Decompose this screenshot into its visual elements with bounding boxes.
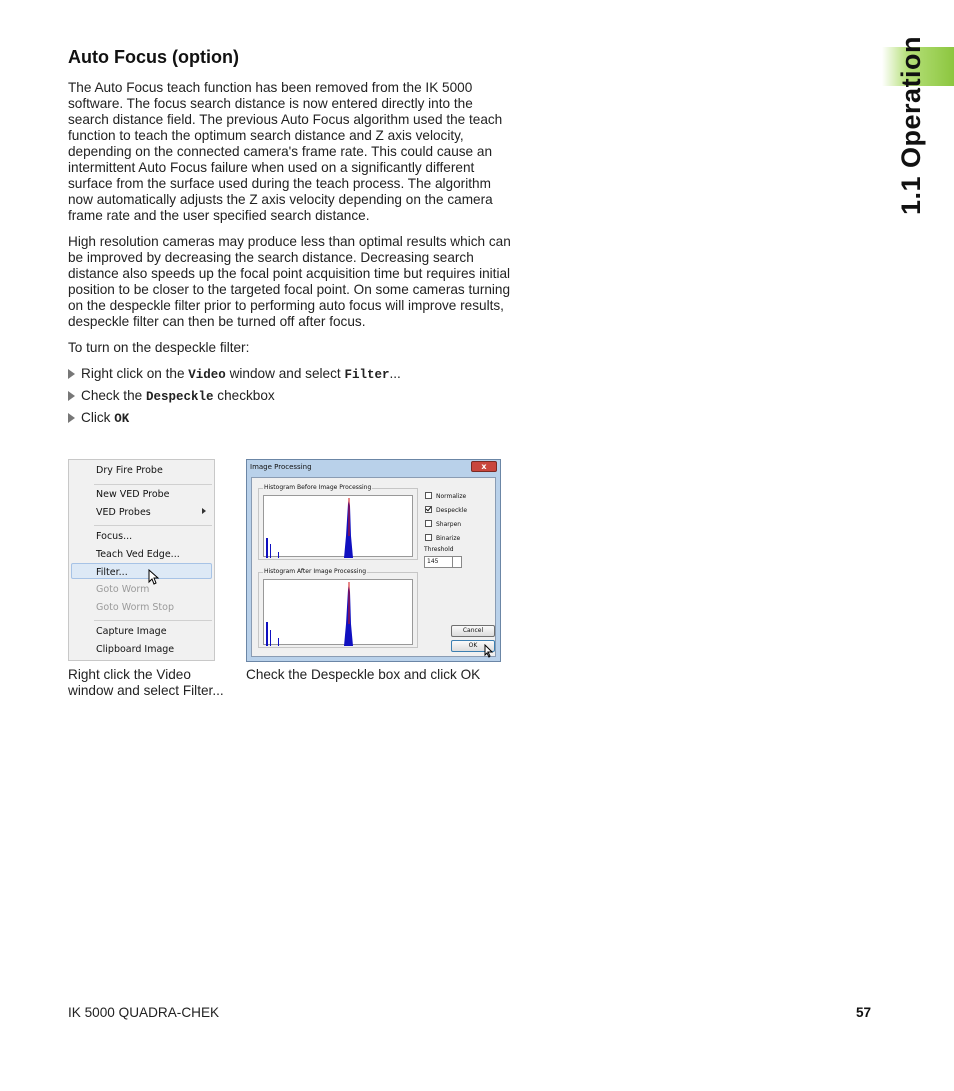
caption-dialog: Check the Despeckle box and click OK	[246, 667, 481, 682]
triangle-bullet-icon	[68, 413, 75, 423]
checkbox-label: Normalize	[436, 493, 467, 500]
dialog-title: Image Processing	[250, 463, 312, 471]
histogram-bar	[278, 552, 279, 558]
menu-item-teach-ved-edge[interactable]: Teach Ved Edge...	[96, 549, 180, 560]
histogram-after-plot	[263, 579, 413, 645]
menu-separator	[94, 484, 212, 485]
page-heading: Auto Focus (option)	[68, 47, 239, 67]
step-item	[68, 410, 513, 427]
step-text: window and select	[225, 366, 345, 381]
menu-item-new-ved-probe[interactable]: New VED Probe	[96, 489, 170, 500]
menu-separator	[94, 620, 212, 621]
threshold-value[interactable]: 145	[427, 558, 439, 565]
step-text: ...	[389, 366, 401, 381]
histogram-bar	[270, 630, 271, 646]
histogram-after-chart	[264, 580, 414, 646]
checkbox-label: Binarize	[436, 535, 461, 542]
menu-item-capture-image[interactable]: Capture Image	[96, 626, 167, 637]
triangle-bullet-icon	[68, 369, 75, 379]
triangle-bullet-icon	[68, 391, 75, 401]
sharpen-checkbox[interactable]	[425, 520, 461, 528]
group-label: Histogram After Image Processing	[264, 568, 367, 575]
step-code: Filter	[344, 368, 390, 382]
mouse-cursor-icon	[484, 644, 494, 658]
histogram-bar	[266, 538, 268, 558]
menu-item-filter[interactable]: Filter...	[96, 567, 128, 578]
close-button[interactable]: x	[471, 461, 497, 472]
menu-highlight	[71, 563, 212, 579]
dialog-titlebar	[247, 460, 500, 474]
checkbox-box[interactable]	[425, 492, 432, 499]
threshold-label: Threshold	[424, 546, 454, 553]
ok-button[interactable]: OK	[451, 640, 495, 652]
group-label: Histogram Before Image Processing	[264, 484, 372, 491]
page-number: 57	[856, 1005, 872, 1020]
histogram-before-plot	[263, 495, 413, 557]
step-item	[68, 366, 513, 383]
cancel-button[interactable]: Cancel	[451, 625, 495, 637]
menu-item-clipboard-image[interactable]: Clipboard Image	[96, 644, 175, 655]
menu-item-focus[interactable]: Focus...	[96, 531, 133, 542]
normalize-checkbox[interactable]	[425, 492, 466, 500]
binarize-checkbox[interactable]	[425, 534, 460, 542]
menu-item-goto-worm: Goto Worm	[96, 584, 150, 595]
main-content	[68, 47, 513, 432]
histogram-after-group	[258, 568, 418, 648]
context-menu-screenshot	[68, 459, 215, 661]
dialog-client	[251, 477, 496, 657]
step-text: Click	[81, 410, 115, 425]
despeckle-checkbox[interactable]	[425, 506, 467, 514]
threshold-spinner[interactable]	[424, 556, 462, 568]
histogram-before-group	[258, 484, 418, 560]
checkbox-label: Despeckle	[436, 507, 468, 514]
step-text: Check the	[81, 388, 146, 403]
menu-item-goto-worm-stop: Goto Worm Stop	[96, 602, 174, 613]
footer-product: IK 5000 QUADRA-CHEK	[68, 1005, 220, 1020]
paragraph-high-resolution: High resolution cameras may produce less than optimal results which can be improved by decreasing the search distance. Decreasing search distance also speeds up the focal point acquisition time but requires initial position to be closer to the targeted focal point. On some cameras turning on the despeckle filter prior to performing auto focus will improve results, despeckle filter can then be turned off after focus.	[68, 234, 511, 329]
section-title: 1.1 Operation	[896, 35, 926, 215]
histogram-before-chart	[264, 496, 414, 558]
step-code: Video	[188, 368, 226, 382]
histogram-bar	[270, 544, 271, 558]
step-text: checkbox	[213, 388, 275, 403]
step-code: OK	[114, 412, 130, 426]
checkbox-label: Sharpen	[436, 521, 462, 528]
image-processing-dialog	[246, 459, 501, 662]
checkbox-box[interactable]	[425, 534, 432, 541]
caption-context-menu: Right click the Video window and select Filter...	[68, 667, 224, 698]
step-text: Right click on the	[81, 366, 189, 381]
paragraph-intro: The Auto Focus teach function has been removed from the IK 5000 software. The focus search distance is now entered directly into the search distance field. The previous Auto Focus algorithm used the teach function to teach the optimum search distance and Z axis velocity, depending on the connected camera's frame rate. This could cause an intermittent Auto Focus failure when used on a significantly different surface from the surface used during the teach process. The algorithm now automatically adjusts the Z axis velocity depending on the camera frame rate and the user specified search distance.	[68, 80, 503, 223]
mouse-cursor-icon	[148, 569, 160, 585]
histogram-bar	[266, 622, 268, 646]
step-code: Despeckle	[145, 390, 214, 404]
histogram-bar	[278, 638, 279, 646]
paragraph-despeckle-lead: To turn on the despeckle filter:	[68, 340, 250, 355]
steps-list	[68, 366, 513, 427]
checkbox-box-checked[interactable]	[425, 506, 432, 513]
checkbox-box[interactable]	[425, 520, 432, 527]
menu-item-ved-probes[interactable]: VED Probes	[96, 507, 151, 518]
step-item	[68, 388, 513, 405]
submenu-arrow-icon	[202, 508, 206, 514]
spinner-arrows-icon[interactable]	[452, 557, 461, 567]
menu-item-dry-fire-probe[interactable]: Dry Fire Probe	[96, 465, 163, 476]
menu-separator	[94, 525, 212, 526]
